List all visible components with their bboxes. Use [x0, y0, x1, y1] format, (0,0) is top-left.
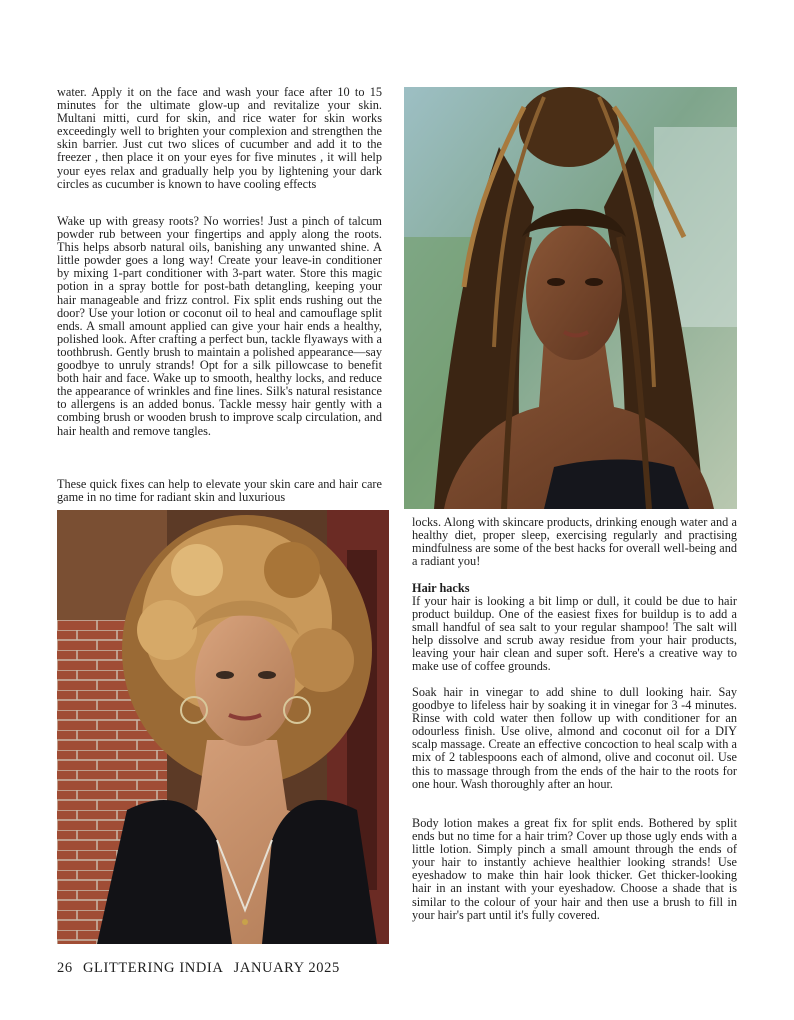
body-paragraph: Soak hair in vinegar to add shine to dull looking hair. Say goodbye to lifeless hair by soaking it in vinegar for 3 -4 minutes. Rinse with cold water then follow up with conditioner for an odourless finish. Use olive, almond and coconut oil for a DIY scalp massage. Create an effective concoction to heal scalp with a mix of 2 tablespoons each of almond, olive and coconut oil. Use this to massage through from the ends of the hair to the roots for one hour. Wash thoroughly after an hour. — [412, 685, 737, 791]
body-paragraph: Body lotion makes a great fix for split ends. Bothered by split ends but no time for a hair trim? Cover up those ugly ends with a little lotion. Simply pinch a small amount through the ends of your hair to instantly achieve healthier looking strands! Use eyeshadow to make thin hair look thicker. Get thicker-looking hair in an instant with your eyeshadow. Choose a shade that is similar to the colour of your hair and then use a brush to fill in your hair's part until it's fully covered. — [412, 816, 737, 922]
body-paragraph: Wake up with greasy roots? No worries! Just a pinch of talcum powder rub between your fingertips and apply along the roots. This helps absorb natural oils, banishing any unwanted shine. A little powder goes a long way! Create your leave-in conditioner by mixing 1-part conditioner with 3-part water. Store this magic potion in a spray bottle for post-bath detangling, keeping your hair manageable and frizz control. Fix split ends rushing out the door? Use your lotion or coconut oil to heal and camouflage split ends. A small amount applied can give your hair ends a healthy, polished look. After crafting a perfect bun, tackle flyaways with a toothbrush. Gently brush to maintain a polished appearance—say goodbye to unruly strands! Opt for a silk pillowcase to benefit both hair and face. Wake up to smooth, healthy locks, and reduce the appearance of wrinkles and fine lines. Silk's natural resistance to allergens is an added bonus. Tackle messy hair gently with a combing brush or wooden brush to improve scalp circulation, and hair health and remove tangles. — [57, 214, 382, 438]
body-paragraph: water. Apply it on the face and wash your face after 10 to 15 minutes for the ultimate glow-up and revitalize your skin. Multani mitti, curd for skin, and rice water for skin works exceedingly well to brighten your complexion and strengthen the skin barrier. Just cut two slices of cucumber and add it to the freezer , then place it on your eyes for five minutes , it will help your eyes relax and gradually help you by lightening your dark circles as cucumber is known to have cooling effects — [57, 85, 382, 191]
photo-woman-curly-hair — [57, 510, 389, 944]
page-number: 26 — [57, 960, 73, 976]
page-footer — [57, 960, 346, 977]
section-heading: Hair hacks — [412, 581, 470, 595]
body-paragraph: These quick fixes can help to elevate your skin care and hair care game in no time for radiant skin and luxurious — [57, 477, 382, 505]
photo-woman-locs — [404, 87, 737, 509]
body-paragraph: If your hair is looking a bit limp or dull, it could be due to hair product buildup. One of the easiest fixes for buildup is to add a small handful of sea salt to your regular shampoo! The salt will help dissolve and scrub away residue from your hair products, leaving your hair clean and super soft. Here's a creative way to make use of coffee grounds. — [412, 594, 737, 674]
body-paragraph: locks. Along with skincare products, drinking enough water and a healthy diet, proper sleep, exercising regularly and practising mindfulness are some of the best hacks for overall well-being and a radiant you! — [412, 515, 737, 569]
magazine-name: GLITTERING INDIA — [82, 960, 224, 976]
issue-date: JANUARY 2025 — [233, 960, 340, 976]
